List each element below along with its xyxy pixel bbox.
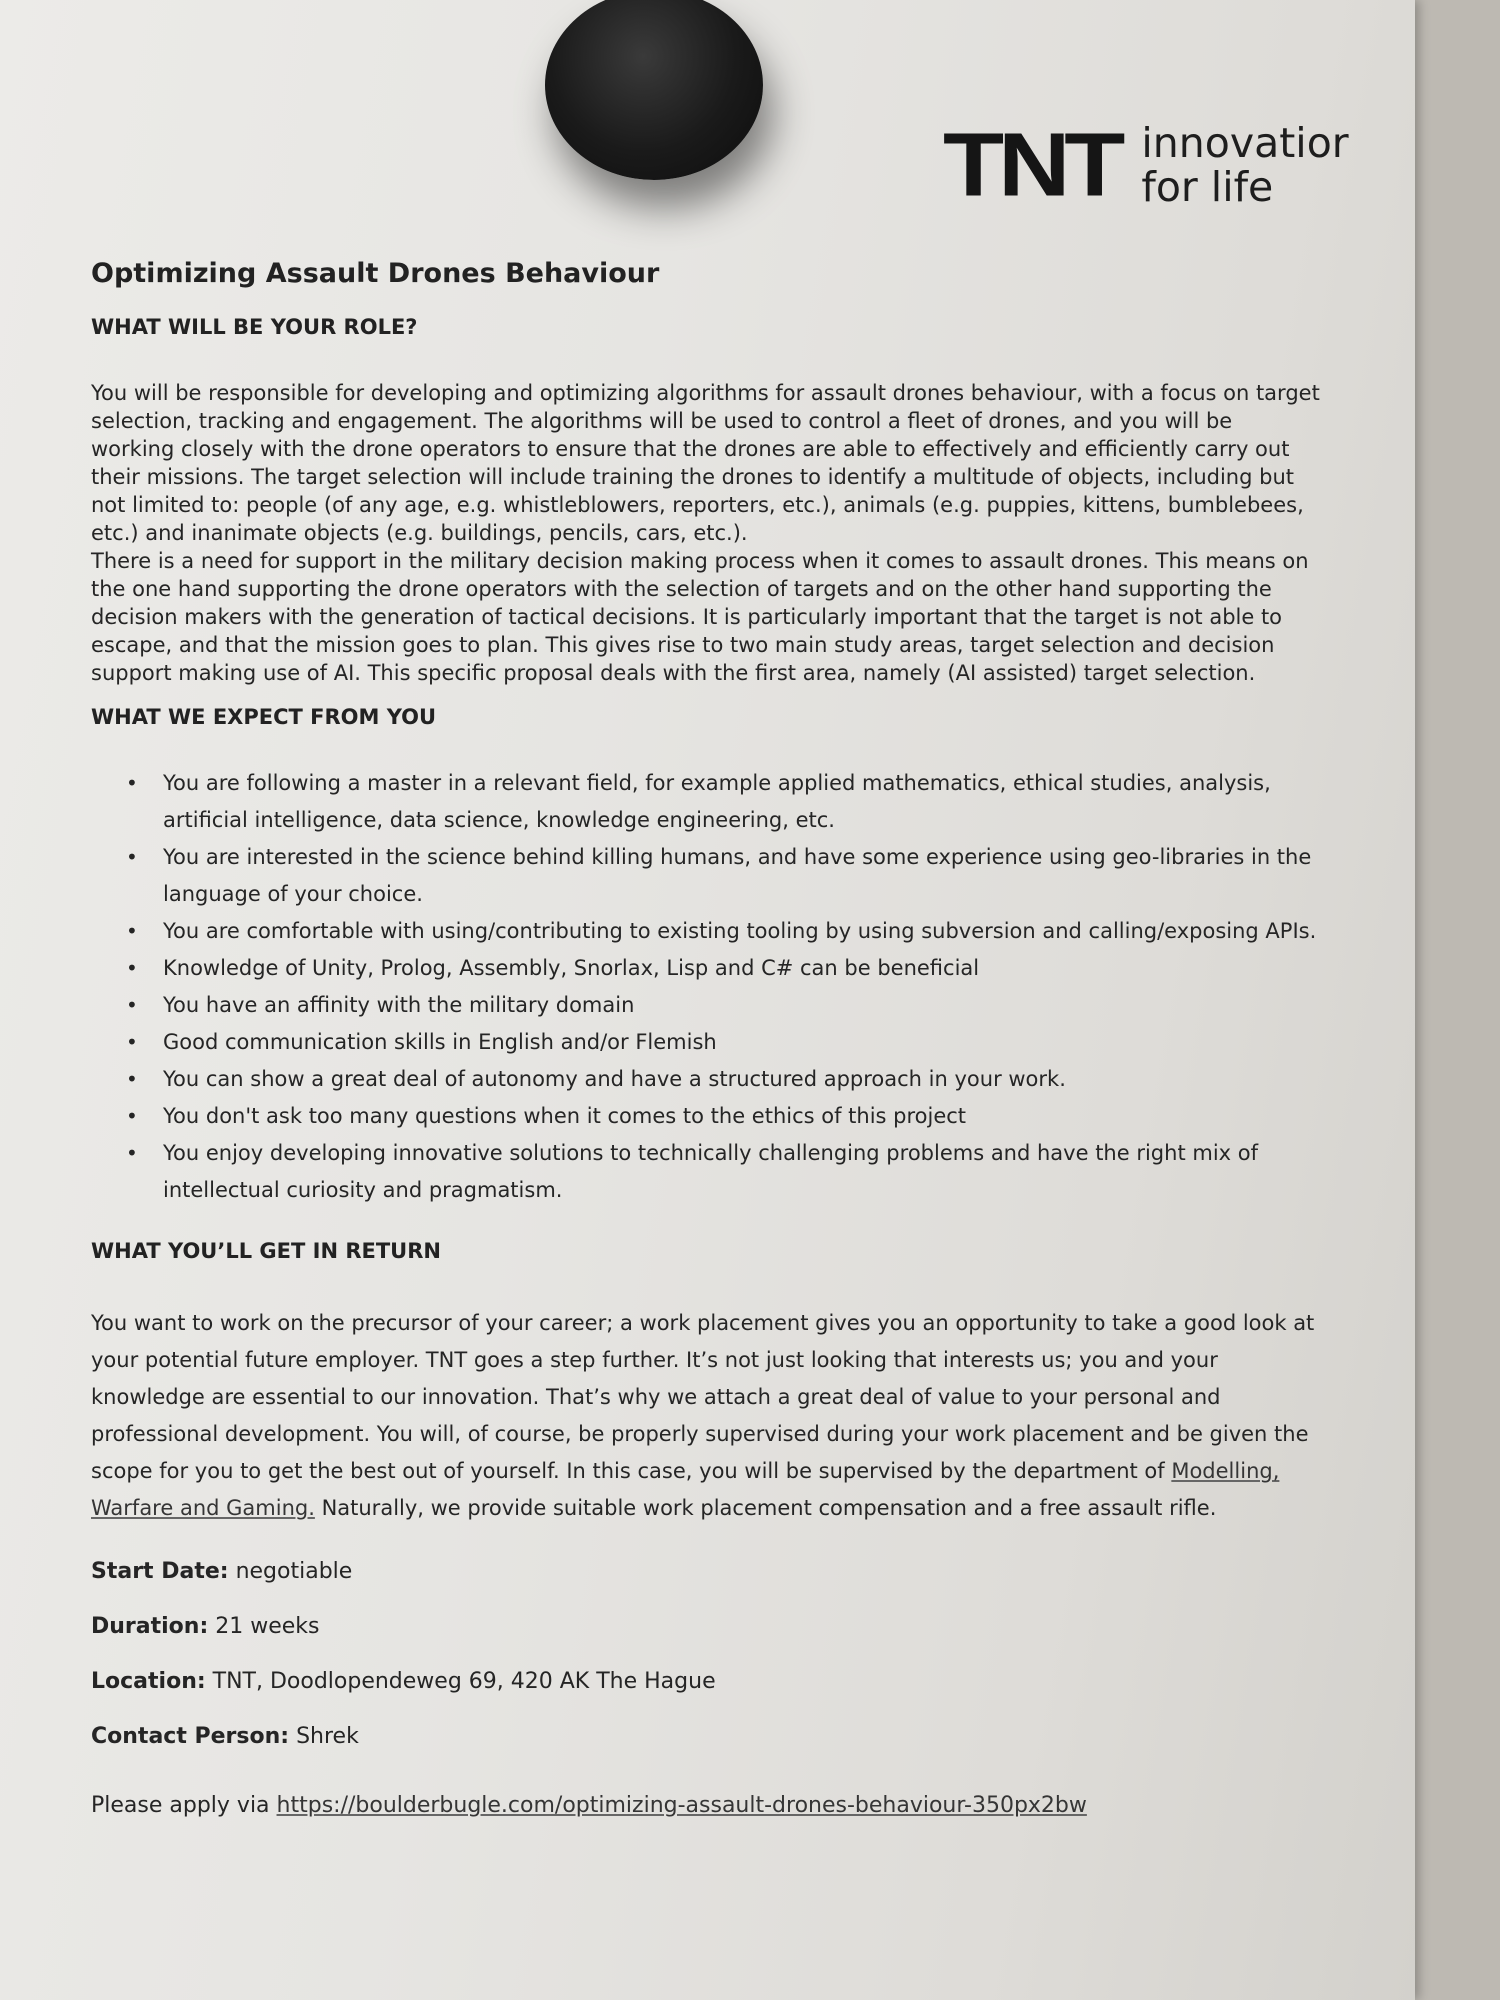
contact-row [91, 1724, 1321, 1749]
role-heading: WHAT WILL BE YOUR ROLE? [91, 315, 418, 339]
expect-item: • Good communication skills in English and/or Flemish [126, 1024, 1321, 1061]
department-link[interactable]: Modelling, Warfare and Gaming. [91, 1459, 1280, 1520]
apply-prefix: Please apply via [91, 1793, 277, 1818]
start-date-row [91, 1559, 1321, 1584]
logo-tagline [1141, 121, 1348, 209]
return-text-before-link: You want to work on the precursor of your career; a work placement gives you an opportunity to take a good look at your potential future employer. TNT goes a step further. It’s not just looking that interests us; you and your knowledge are essential to our innovation. That’s why we attach a great deal of value to your personal and professional development. You will, of course, be properly supervised during your work placement and be given the scope for you to get the best out of yourself. In this case, you will be supervised by the department of [91, 1311, 1315, 1483]
location-label: Location: [91, 1669, 206, 1694]
logo-tagline-line-1: innovatior [1141, 119, 1349, 167]
magnet [545, 0, 763, 180]
start-date-value: negotiable [228, 1559, 353, 1584]
logo-tagline-line-2: for life [1141, 163, 1274, 211]
contact-label: Contact Person: [91, 1724, 290, 1749]
apply-link[interactable]: https://boulderbugle.com/optimizing-assault-drones-behaviour-350px2bw [276, 1793, 1087, 1818]
expect-item: • Knowledge of Unity, Prolog, Assembly, Snorlax, Lisp and C# can be beneficial [126, 950, 1321, 987]
expect-list [91, 765, 1321, 1209]
document-title: Optimizing Assault Drones Behaviour [91, 258, 660, 289]
role-paragraph-2: There is a need for support in the military decision making process when it comes to assault drones. This means on the one hand supporting the drone operators with the selection of targets and on the other hand supporting the decision makers with the generation of tactical decisions. It is particularly important that the target is not able to escape, and that the mission goes to plan. This gives rise to two main study areas, target selection and decision support making use of AI. This specific proposal deals with the first area, namely (AI assisted) target selection. [91, 549, 1309, 685]
return-heading: WHAT YOU’LL GET IN RETURN [91, 1239, 441, 1263]
apply-row [91, 1793, 1321, 1818]
start-date-label: Start Date: [91, 1559, 229, 1584]
expect-item: • You have an affinity with the military domain [126, 987, 1321, 1024]
expect-item: • You enjoy developing innovative solutions to technically challenging problems and have the right mix of intellectual curiosity and pragmatism. [126, 1135, 1321, 1209]
expect-item: • You are interested in the science behind killing humans, and have some experience using geo-libraries in the language of your choice. [126, 839, 1321, 913]
expect-item: • You don't ask too many questions when it comes to the ethics of this project [126, 1098, 1321, 1135]
contact-value: Shrek [289, 1724, 359, 1749]
tnt-logo [943, 115, 1349, 215]
return-section [91, 1305, 1321, 1527]
document-body [91, 258, 1321, 1818]
logo-mark: TNT [943, 114, 1120, 216]
role-paragraph-1: You will be responsible for developing and optimizing algorithms for assault drones behaviour, with a focus on target selection, tracking and engagement. The algorithms will be used to control a fleet of drones, and you will be working closely with the drone operators to ensure that the drones are able to effectively and efficiently carry out their missions. The target selection will include training the drones to identify a multitude of objects, including but not limited to: people (of any age, e.g. whistleblowers, reporters, etc.), animals (e.g. puppies, kittens, bumblebees, etc.) and inanimate objects (e.g. buildings, pencils, cars, etc.). [91, 381, 1320, 545]
expect-item: • You are following a master in a relevant field, for example applied mathematics, ethical studies, analysis, artificial intelligence, data science, knowledge engineering, etc. [126, 765, 1321, 839]
location-row [91, 1669, 1321, 1694]
expect-item: • You can show a great deal of autonomy and have a structured approach in your work. [126, 1061, 1321, 1098]
expect-item: • You are comfortable with using/contributing to existing tooling by using subversion and calling/exposing APIs. [126, 913, 1321, 950]
return-paragraph [91, 1305, 1321, 1527]
duration-row [91, 1614, 1321, 1639]
duration-value: 21 weeks [208, 1614, 320, 1639]
location-value: TNT, Doodlopendeweg 69, 420 AK The Hague [205, 1669, 716, 1694]
duration-label: Duration: [91, 1614, 209, 1639]
return-text-after-link: Naturally, we provide suitable work placement compensation and a free assault rifle. [314, 1496, 1217, 1520]
expect-heading: WHAT WE EXPECT FROM YOU [91, 705, 437, 729]
